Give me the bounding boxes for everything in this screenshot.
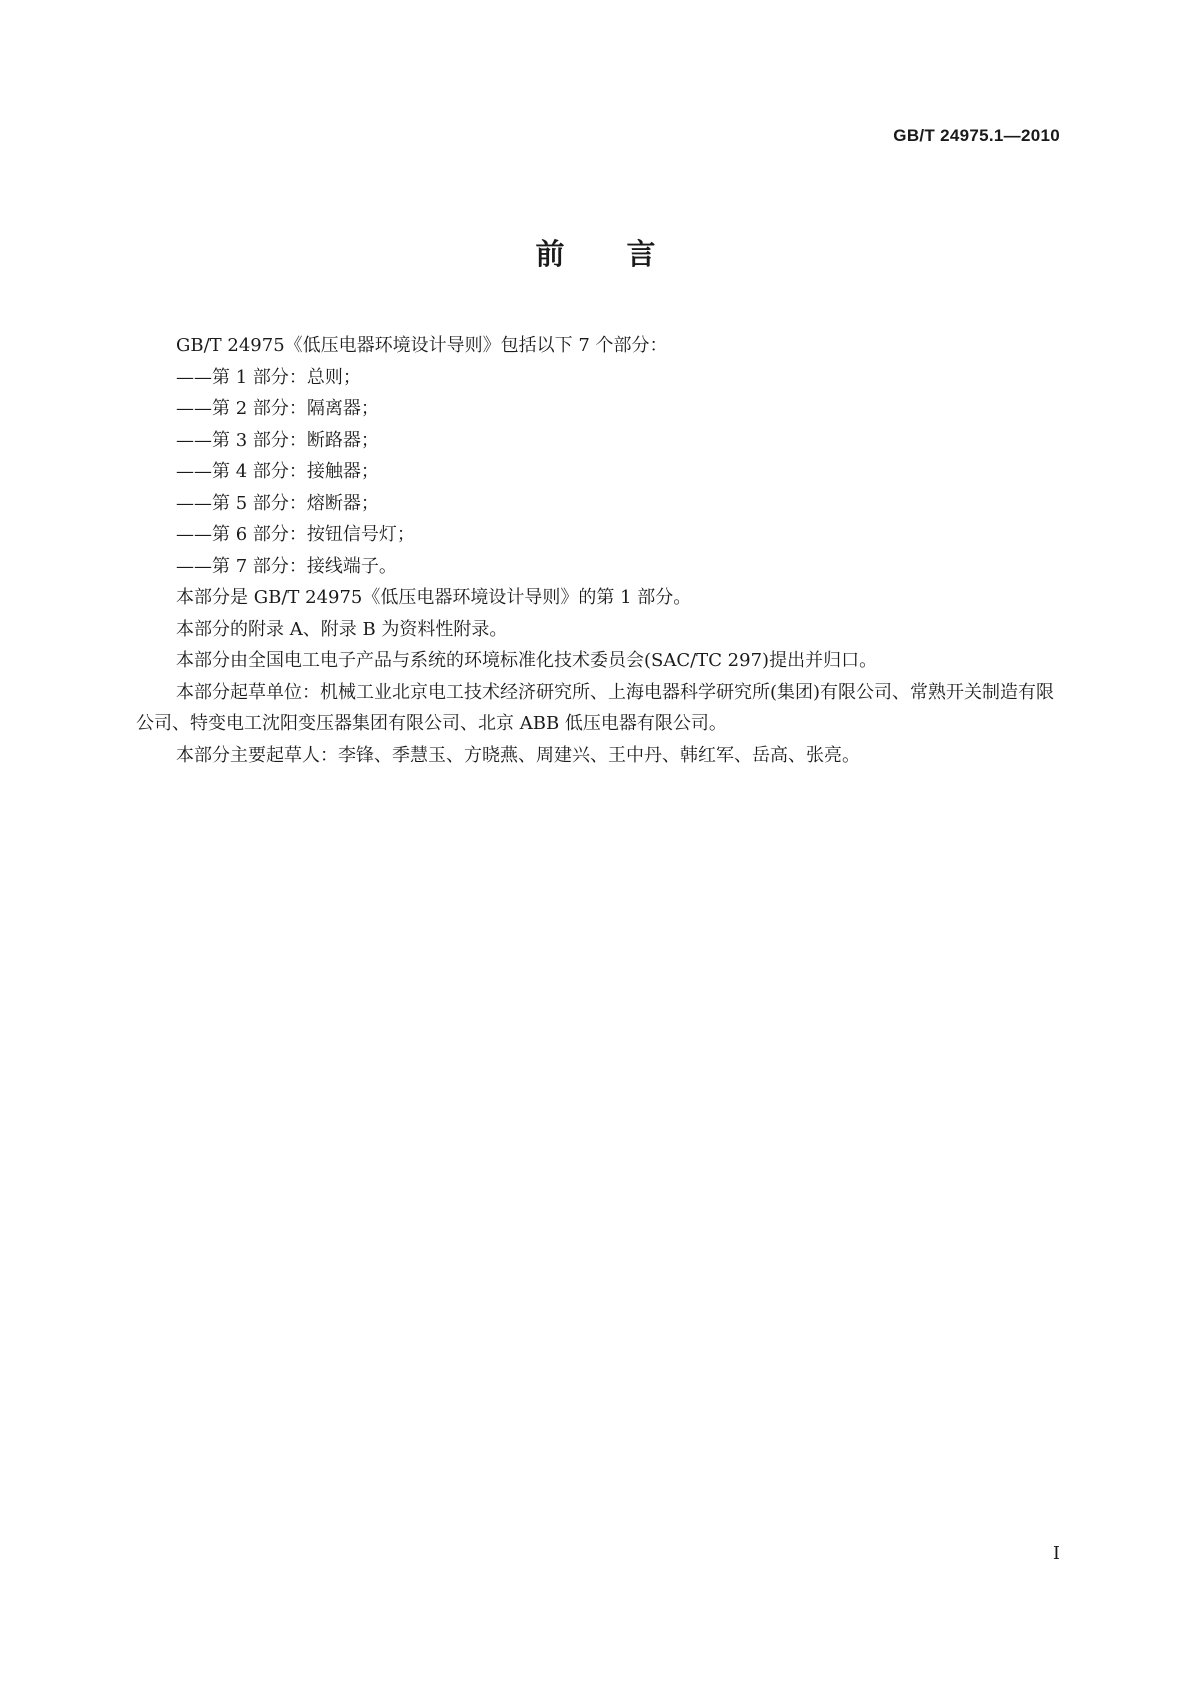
drafting-units-paragraph: 本部分起草单位：机械工业北京电工技术经济研究所、上海电器科学研究所(集团)有限公司、常熟开关制造有限公司、特变电工沈阳变压器集团有限公司、北京 ABB 低压电器有限公司。 xyxy=(136,681,1055,734)
part-list-item: ——第 3 部分：断路器； xyxy=(176,429,379,451)
scope-paragraph: 本部分是 GB/T 24975《低压电器环境设计导则》的第 1 部分。 xyxy=(176,587,692,608)
foreword-body xyxy=(136,330,1061,771)
page-title: 前言 xyxy=(535,237,718,271)
standard-number: GB/T 24975.1—2010 xyxy=(893,126,1060,145)
part-list-item: ——第 7 部分：接线端子。 xyxy=(176,555,397,577)
drafters-paragraph: 本部分主要起草人：李锋、季慧玉、方晓燕、周建兴、王中丹、韩红军、岳高、张亮。 xyxy=(176,744,860,766)
part-list-item: ——第 5 部分：熔断器； xyxy=(176,492,379,514)
part-list-item: ——第 2 部分：隔离器； xyxy=(176,398,379,419)
committee-paragraph: 本部分由全国电工电子产品与系统的环境标准化技术委员会(SAC/TC 297)提出并归口。 xyxy=(176,650,878,671)
intro-paragraph: GB/T 24975《低压电器环境设计导则》包括以下 7 个部分： xyxy=(176,335,668,356)
page-number: I xyxy=(1052,1543,1060,1564)
part-list-item: ——第 1 部分：总则； xyxy=(176,366,361,388)
part-list-item: ——第 6 部分：按钮信号灯； xyxy=(176,524,415,545)
annex-paragraph: 本部分的附录 A、附录 B 为资料性附录。 xyxy=(176,618,508,640)
part-list-item: ——第 4 部分：接触器； xyxy=(176,461,379,482)
